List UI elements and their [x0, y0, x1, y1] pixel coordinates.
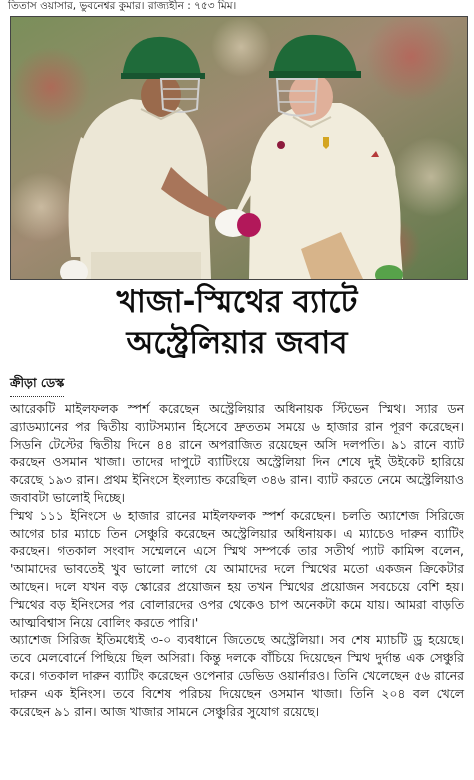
cricketers-photo — [10, 16, 468, 280]
article-paragraph: অ্যাশেজ সিরিজ ইতিমধ্যেই ৩-০ ব্যবধানে জিতেছে অস্ট্রেলিয়া। সব শেষ ম্যাচটি ড্র হয়েছে। তবে মেলবোর্নে পিছিয়ে ছিল অসিরা। কিন্তু দলকে বাঁচিয়ে দিয়েছেন স্মিথ দুর্দান্ত এক সেঞ্চুরি করে। গতকাল দারুন ব্যাটিং করেছেন ওপেনার ডেভিড ওয়ার্নারও। তিনি খেলেছেন ৫৬ রানের দারুন এক ইনিংস। তবে বিশেষ পরিচয় দিয়েছেন ওসমান খাজা। তিনি ২০৪ বল খেলে করেছেন ৯১ রান। আজ খাজার সামনে সেঞ্চুরির সুযোগ রয়েছে। — [10, 632, 464, 719]
article-paragraph: স্মিথ ১১১ ইনিংসে ৬ হাজার রানের মাইলফলক স্পর্শ করেছেন। চলতি অ্যাশেজ সিরিজে আগের চার ম্যাচে তিন সেঞ্চুরি করেছেন অস্ট্রেলিয়ার অধিনায়ক। এ ম্যাচেও দারুন ব্যাটিং করছেন। গতকাল সংবাদ সম্মেলনে এসে স্মিথ সম্পর্কে তার সতীর্থ প্যাট কামিন্স বলেন, 'আমাদের ভাবতেই খুব ভালো লাগে যে আমাদের দলে স্মিথের মতো একজন ক্রিকেটার আছেন। দলে যখন বড় স্কোরের প্রয়োজন হয় তখন স্মিথের প্রয়োজন সবচেয়ে বেশি হয়। স্মিথের বড় ইনিংসের পর বোলারদের ওপর থেকেও চাপ অনেকটা কমে যায়। আমরা বাড়তি আত্মবিশ্বাস নিয়ে বোলিং করতে পারি।' — [10, 507, 464, 630]
headline-line-2: অস্ট্রেলিয়ার জবাব — [126, 325, 348, 361]
byline: ক্রীড়া ডেস্ক — [10, 375, 64, 397]
headline-line-1: খাজা-স্মিথের ব্যাটে — [116, 284, 358, 320]
previous-article-tail: তিতাস ওয়াসার, ভুবনেশ্বর কুমার। রাজ্যহীন : ৭৫৩ মিম। — [8, 0, 237, 12]
article-paragraph: আরেকটি মাইলফলক স্পর্শ করেছেন অস্ট্রেলিয়ার অধিনায়ক স্টিভেন স্মিথ। স্যার ডন ব্র্যাডম্যানের পর দ্বিতীয় ব্যাটসম্যান হিসেবে দ্রুততম সময়ে ৬ হাজার রান পূরণ করেছেন। সিডনি টেস্টের দ্বিতীয় দিনে ৪৪ রানে অপরাজিত রয়েছেন অসি দলপতি। ৯১ রানে ব্যাট করছেন ওসমান খাজা। তাদের দাপুটে ব্যাটিংয়ে অস্ট্রেলিয়া দিন শেষে দুই উইকেট হারিয়ে করেছে ১৯৩ রান। প্রথম ইনিংসে ইংল্যান্ড করেছিল ৩৪৬ রান। ব্যাট করতে নেমে অস্ট্রেলিয়াও জবাবটা ভালোই দিচ্ছে। — [10, 401, 464, 505]
article-body — [10, 400, 464, 720]
headline — [0, 282, 474, 364]
